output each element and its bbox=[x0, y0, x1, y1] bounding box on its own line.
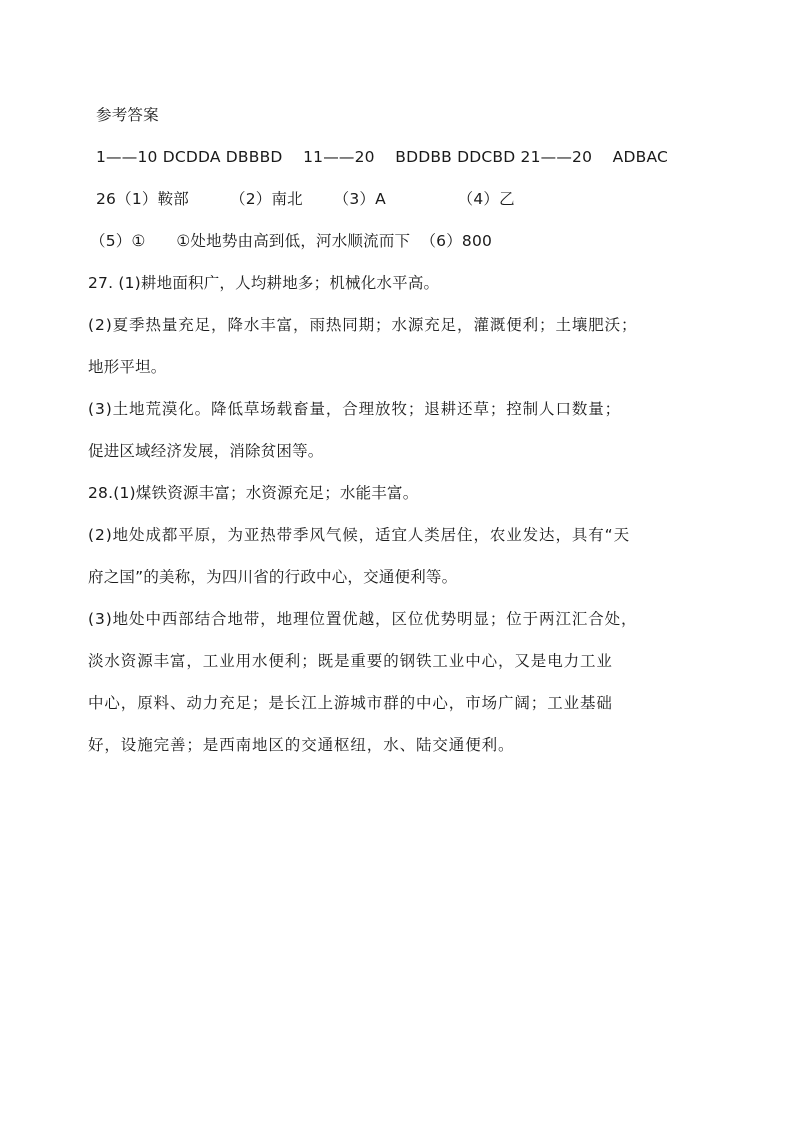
answer-line-28-1: 28.(1)煤铁资源丰富；水资源充足；水能丰富。 bbox=[88, 484, 419, 502]
answer-line-26a: 26（1）鞍部 （2）南北 （3）A （4）乙 bbox=[96, 190, 515, 208]
answer-line-28-2a: (2)地处成都平原，为亚热带季风气候，适宜人类居住，农业发达，具有“天 bbox=[88, 526, 630, 544]
answer-line-27-3a: (3)土地荒漠化。降低草场载畜量，合理放牧；退耕还草；控制人口数量； bbox=[88, 400, 622, 418]
answer-line-27-2a: (2)夏季热量充足，降水丰富，雨热同期；水源充足，灌溉便利；土壤肥沃； bbox=[88, 316, 638, 334]
answer-line-27-3b: 促进区域经济发展，消除贫困等。 bbox=[88, 442, 324, 460]
document-title: 参考答案 bbox=[96, 106, 159, 124]
answer-line-mc: 1——10 DCDDA DBBBD 11——20 BDDBB DDCBD 21——20 ADBAC bbox=[96, 148, 668, 166]
answer-line-26b: （5）① ①处地势由高到低，河水顺流而下 （6）800 bbox=[90, 232, 493, 250]
answer-line-27-1: 27. (1)耕地面积广，人均耕地多；机械化水平高。 bbox=[88, 274, 440, 292]
answer-line-28-3a: (3)地处中西部结合地带，地理位置优越，区位优势明显；位于两江汇合处， bbox=[88, 610, 638, 628]
answer-line-28-3c: 中心，原料、动力充足；是长江上游城市群的中心，市场广阔；工业基础 bbox=[88, 694, 613, 712]
answer-line-28-3d: 好，设施完善；是西南地区的交通枢纽，水、陆交通便利。 bbox=[88, 736, 515, 754]
answer-line-27-2b: 地形平坦。 bbox=[88, 358, 167, 376]
answer-line-28-3b: 淡水资源丰富，工业用水便利；既是重要的钢铁工业中心，又是电力工业 bbox=[88, 652, 613, 670]
answer-line-28-2b: 府之国”的美称，为四川省的行政中心，交通便利等。 bbox=[88, 568, 458, 586]
